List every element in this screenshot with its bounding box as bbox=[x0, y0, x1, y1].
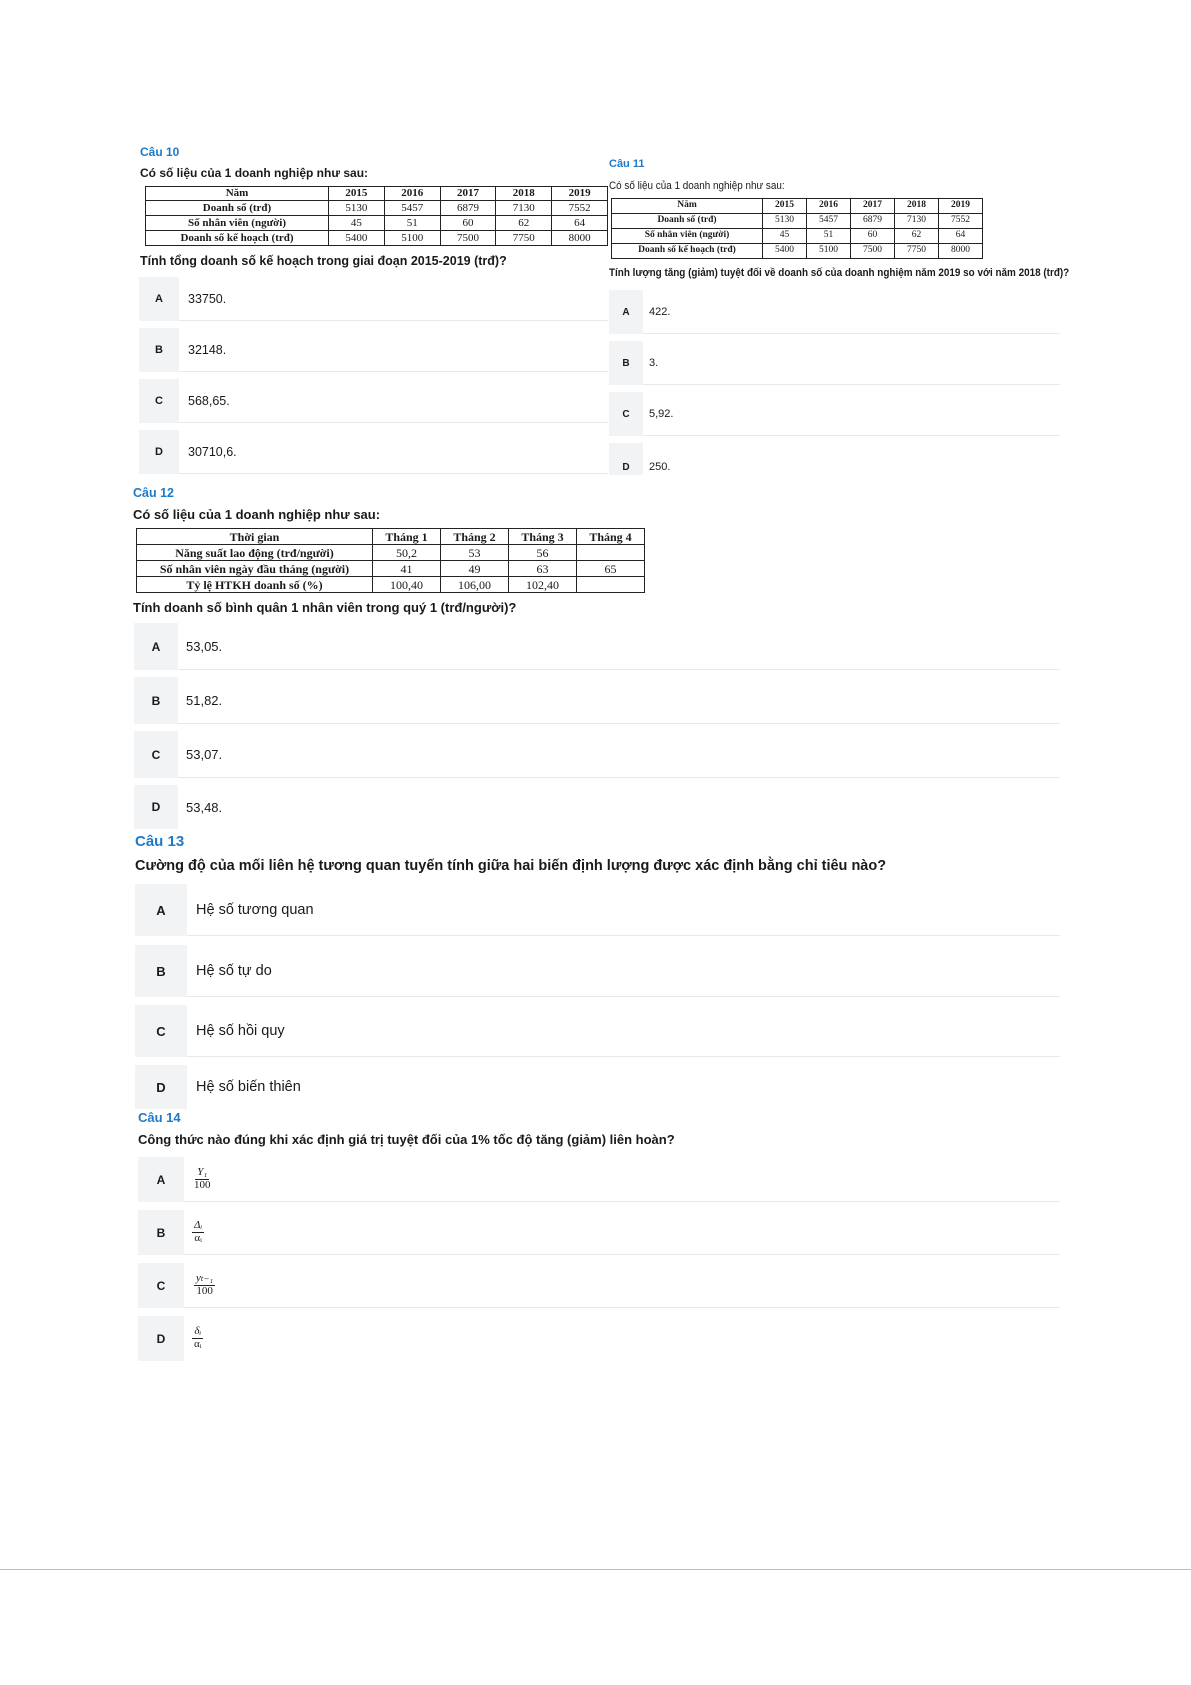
q10-question: Tính tổng doanh số kế hoạch trong giai đoạn 2015-2019 (trđ)? bbox=[140, 254, 507, 268]
option-text: 53,05. bbox=[178, 623, 1060, 670]
q14-option-a[interactable] bbox=[138, 1157, 1060, 1202]
q13-question: Cường độ của mối liên hệ tương quan tuyến tính giữa hai biến định lượng được xác định bằng chỉ tiêu nào? bbox=[135, 858, 887, 874]
q12-intro: Có số liệu của 1 doanh nghiệp như sau: bbox=[133, 507, 381, 522]
option-letter: A bbox=[134, 623, 178, 670]
option-letter: A bbox=[135, 884, 187, 936]
option-letter: C bbox=[139, 379, 179, 423]
q13-option-b[interactable] bbox=[135, 945, 1060, 997]
option-text bbox=[184, 1316, 1060, 1361]
q11-option-d[interactable] bbox=[609, 443, 1060, 475]
option-letter: B bbox=[609, 341, 643, 385]
q11-question: Tính lượng tăng (giảm) tuyệt đối về doanh số của doanh nghiệm năm 2019 so với năm 2018 (trđ)? bbox=[609, 267, 1070, 279]
option-text: 32148. bbox=[179, 328, 608, 372]
q11-intro: Có số liệu của 1 doanh nghiệp như sau: bbox=[609, 180, 785, 192]
table-row: Số nhân viên ngày đầu tháng (người) 41 49 63 65 bbox=[137, 561, 645, 577]
option-letter: C bbox=[134, 731, 178, 778]
option-text bbox=[184, 1263, 1060, 1308]
option-letter: D bbox=[139, 430, 179, 474]
formula-fraction: $\frac{\text{δᵢ}}{\text{αᵢ}}$ bbox=[194, 1325, 202, 1350]
option-letter: A bbox=[138, 1157, 184, 1202]
q13-title: Câu 13 bbox=[135, 833, 185, 850]
q10-option-d[interactable] bbox=[139, 430, 608, 474]
option-letter: B bbox=[138, 1210, 184, 1255]
formula-fraction: $\frac{\text{yₜ₋₁}}{100}$ bbox=[196, 1271, 214, 1297]
q12-data-table bbox=[136, 528, 645, 593]
table-row: Tỷ lệ HTKH doanh số (%) 100,40 106,00 102,40 bbox=[137, 577, 645, 593]
table-row: Doanh số (trđ) 5130 5457 6879 7130 7552 bbox=[146, 201, 608, 216]
option-letter: D bbox=[609, 443, 643, 475]
option-letter: B bbox=[139, 328, 179, 372]
q12-option-a[interactable] bbox=[134, 623, 1060, 670]
option-text: 422. bbox=[643, 290, 1060, 334]
q10-option-c[interactable] bbox=[139, 379, 608, 423]
option-text: Hệ số biến thiên bbox=[187, 1065, 1060, 1109]
option-letter: B bbox=[135, 945, 187, 997]
option-text: 53,48. bbox=[178, 785, 1060, 829]
option-letter: D bbox=[135, 1065, 187, 1109]
option-text bbox=[184, 1210, 1060, 1255]
q10-option-a[interactable] bbox=[139, 277, 608, 321]
q14-title: Câu 14 bbox=[138, 1110, 181, 1125]
table-header-row: Năm 2015 2016 2017 2018 2019 bbox=[612, 199, 983, 214]
q10-title: Câu 10 bbox=[140, 145, 180, 159]
q14-option-c[interactable] bbox=[138, 1263, 1060, 1308]
option-text: 5,92. bbox=[643, 392, 1060, 436]
option-letter: C bbox=[138, 1263, 184, 1308]
q12-title: Câu 12 bbox=[133, 486, 174, 500]
option-letter: D bbox=[138, 1316, 184, 1361]
formula-fraction: $\frac{\text{Y₁}}{100}$ bbox=[194, 1165, 211, 1191]
q11-option-b[interactable] bbox=[609, 341, 1060, 385]
option-letter: C bbox=[135, 1005, 187, 1057]
table-row: Doanh số (trđ) 5130 5457 6879 7130 7552 bbox=[612, 214, 983, 229]
formula-fraction: $\frac{\text{Δᵢ}}{\text{αᵢ}}$ bbox=[194, 1218, 203, 1244]
table-row: Số nhân viên (người) 45 51 60 62 64 bbox=[146, 216, 608, 231]
option-letter: A bbox=[139, 277, 179, 321]
table-row: Năng suất lao động (trđ/người) 50,2 53 56 bbox=[137, 545, 645, 561]
q13-option-a[interactable] bbox=[135, 884, 1060, 936]
option-letter: D bbox=[134, 785, 178, 829]
table-row: Doanh số kế hoạch (trđ) 5400 5100 7500 7750 8000 bbox=[146, 231, 608, 246]
q13-option-d[interactable] bbox=[135, 1065, 1060, 1109]
q10-data-table bbox=[145, 186, 608, 246]
option-text: 250. bbox=[643, 443, 1060, 475]
option-text: Hệ số tương quan bbox=[187, 884, 1060, 936]
table-row: Số nhân viên (người) 45 51 60 62 64 bbox=[612, 229, 983, 244]
q12-question: Tính doanh số bình quân 1 nhân viên trong quý 1 (trđ/người)? bbox=[133, 600, 517, 615]
option-text: 33750. bbox=[179, 277, 608, 321]
q11-title: Câu 11 bbox=[609, 158, 645, 170]
q13-option-c[interactable] bbox=[135, 1005, 1060, 1057]
option-text: Hệ số hồi quy bbox=[187, 1005, 1060, 1057]
option-text: 30710,6. bbox=[179, 430, 608, 474]
table-header-row: Thời gian Tháng 1 Tháng 2 Tháng 3 Tháng 4 bbox=[137, 529, 645, 545]
option-text bbox=[184, 1157, 1060, 1202]
table-header-row: Năm 2015 2016 2017 2018 2019 bbox=[146, 187, 608, 201]
option-text: 3. bbox=[643, 341, 1060, 385]
q11-data-table bbox=[611, 198, 983, 259]
q11-option-a[interactable] bbox=[609, 290, 1060, 334]
option-letter: B bbox=[134, 677, 178, 724]
option-letter: A bbox=[609, 290, 643, 334]
option-text: 53,07. bbox=[178, 731, 1060, 778]
q10-option-b[interactable] bbox=[139, 328, 608, 372]
option-text: Hệ số tự do bbox=[187, 945, 1060, 997]
option-text: 51,82. bbox=[178, 677, 1060, 724]
q12-option-c[interactable] bbox=[134, 731, 1060, 778]
option-letter: C bbox=[609, 392, 643, 436]
q14-option-d[interactable] bbox=[138, 1316, 1060, 1361]
q10-intro: Có số liệu của 1 doanh nghiệp như sau: bbox=[140, 166, 369, 180]
option-text: 568,65. bbox=[179, 379, 608, 423]
q12-option-b[interactable] bbox=[134, 677, 1060, 724]
q11-option-c[interactable] bbox=[609, 392, 1060, 436]
page-footer-divider bbox=[0, 1569, 1191, 1570]
q14-option-b[interactable] bbox=[138, 1210, 1060, 1255]
table-row: Doanh số kế hoạch (trđ) 5400 5100 7500 7750 8000 bbox=[612, 244, 983, 259]
q14-question: Công thức nào đúng khi xác định giá trị tuyệt đối của 1% tốc độ tăng (giảm) liên hoàn? bbox=[138, 1132, 675, 1147]
q12-option-d[interactable] bbox=[134, 785, 1060, 829]
